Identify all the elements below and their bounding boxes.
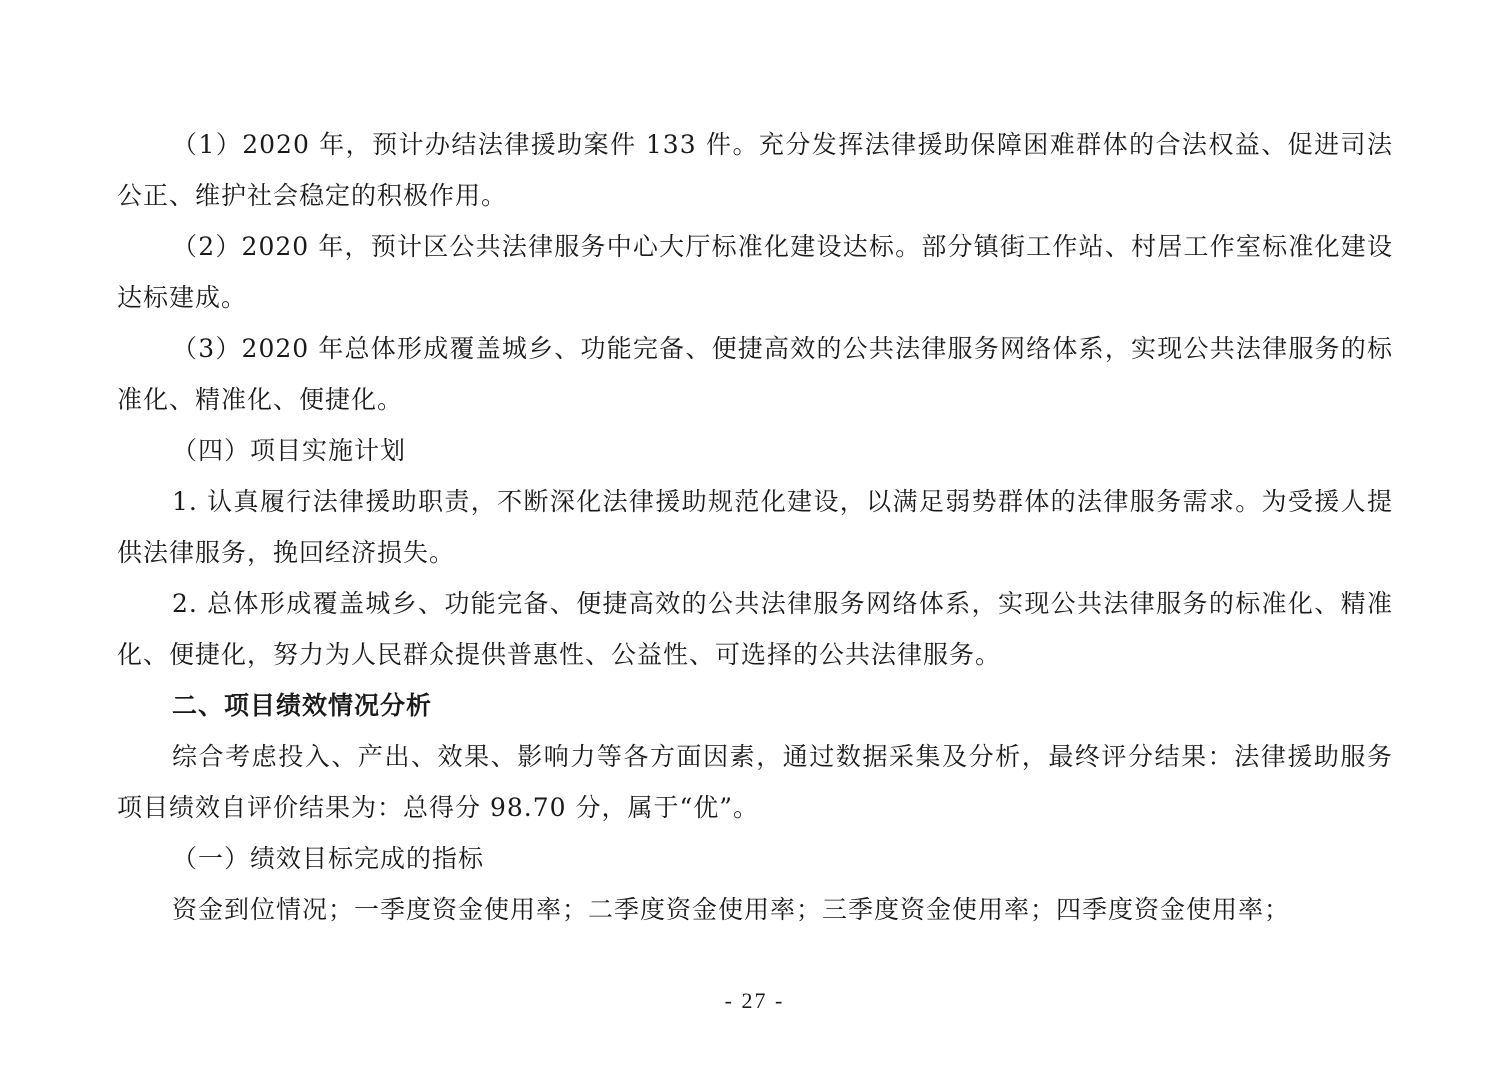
page-number: - 27 - <box>724 988 785 1013</box>
paragraph-3: （3）2020 年总体形成覆盖城乡、功能完备、便捷高效的公共法律服务网络体系，实现公共法律服务的标准化、精准化、便捷化。 <box>117 334 1393 414</box>
paragraph-5: 2. 总体形成覆盖城乡、功能完备、便捷高效的公共法律服务网络体系，实现公共法律服务的标准化、精准化、便捷化，努力为人民群众提供普惠性、公益性、可选择的公共法律服务。 <box>117 589 1393 669</box>
subheading-implementation-plan: （四）项目实施计划 <box>172 436 407 465</box>
heading-performance-analysis: 二、项目绩效情况分析 <box>172 691 433 720</box>
paragraph-2: （2）2020 年，预计区公共法律服务中心大厅标准化建设达标。部分镇街工作站、村居工作室标准化建设达标建成。 <box>117 232 1393 312</box>
subheading-target-indicators: （一）绩效目标完成的指标 <box>172 844 485 873</box>
paragraph-1: （1）2020 年，预计办结法律援助案件 133 件。充分发挥法律援助保障困难群体的合法权益、促进司法公正、维护社会稳定的积极作用。 <box>117 130 1393 210</box>
paragraph-6: 综合考虑投入、产出、效果、影响力等各方面因素，通过数据采集及分析，最终评分结果：法律援助服务项目绩效自评价结果为：总得分 98.70 分，属于“优”。 <box>117 742 1393 822</box>
paragraph-7: 资金到位情况；一季度资金使用率；二季度资金使用率；三季度资金使用率；四季度资金使用率； <box>172 895 1291 924</box>
paragraph-4: 1. 认真履行法律援助职责，不断深化法律援助规范化建设，以满足弱势群体的法律服务需求。为受援人提供法律服务，挽回经济损失。 <box>117 487 1393 567</box>
document-body <box>117 119 1393 935</box>
